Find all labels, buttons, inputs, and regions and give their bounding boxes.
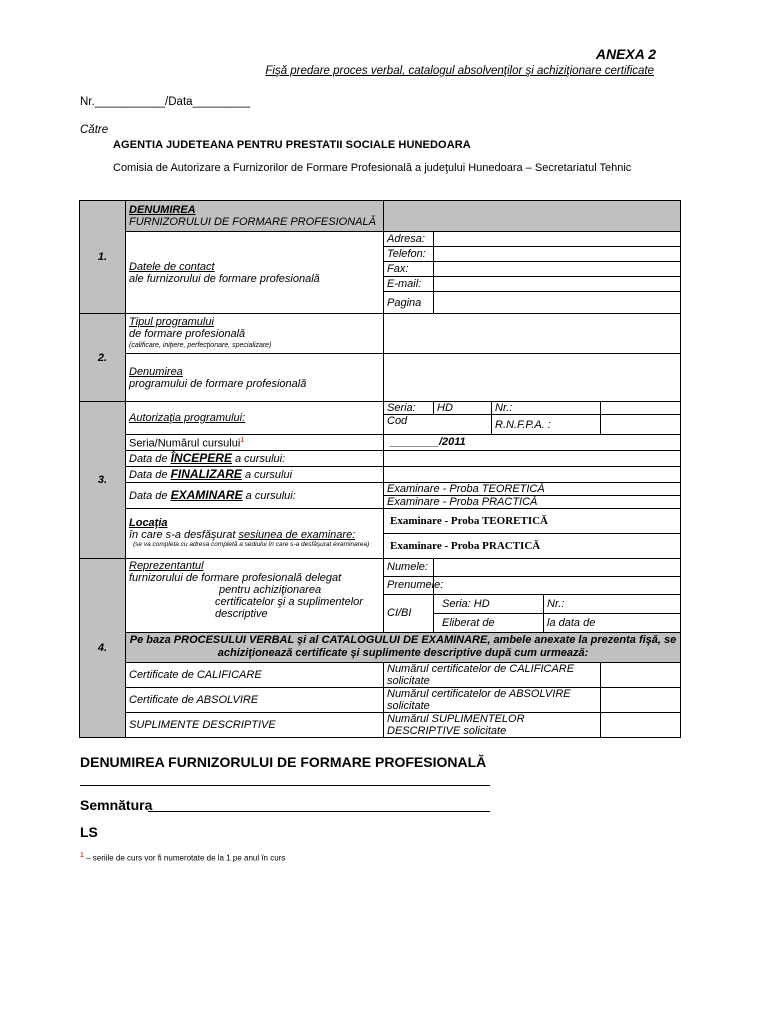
id-series-label[interactable]: Seria: HD xyxy=(434,594,544,613)
descriptive-supplements-label: SUPLIMENTE DESCRIPTIVE xyxy=(126,712,384,737)
footnote-marker: 1 xyxy=(240,437,245,444)
descriptive-supplements-note: Numărul SUPLIMENTELOR DESCRIPTIVE solicitate xyxy=(384,712,601,737)
fax-field[interactable] xyxy=(434,262,681,277)
program-name-title: Denumirea xyxy=(129,365,183,378)
auth-seria-value[interactable]: HD xyxy=(434,402,492,415)
provider-name-label xyxy=(126,201,384,232)
cert-graduation-label: Certificate de ABSOLVIRE xyxy=(126,687,384,712)
webpage-label: Pagina xyxy=(384,292,434,314)
section-2-number: 2. xyxy=(80,314,126,402)
representative-line-3: certificatelor şi a suplimentelor xyxy=(215,595,363,608)
location-practice[interactable]: Examinare - Proba PRACTICĂ xyxy=(384,533,681,558)
program-type-label xyxy=(126,314,384,354)
program-name-label xyxy=(126,354,384,402)
program-type-note: (calificare, iniţiere, perfecţionare, specializare) xyxy=(129,341,272,349)
authorization-label: Autorizaţia programului: xyxy=(126,402,384,435)
program-type-sub: de formare profesională xyxy=(129,327,246,340)
auth-nr-label[interactable]: Nr.: xyxy=(492,402,601,415)
course-series-field[interactable]: ________/2011 xyxy=(384,435,681,451)
id-card-label: CI/BI xyxy=(384,594,434,632)
catre-label: Către xyxy=(80,124,109,136)
auth-nr-field[interactable] xyxy=(601,402,681,415)
footnote-text: – seriile de curs vor fi numerotate de la 1 pe anul în curs xyxy=(83,853,286,863)
provider-name-field[interactable] xyxy=(384,201,681,232)
provider-name-sub: FURNIZORULUI DE FORMARE PROFESIONALĂ xyxy=(129,216,376,228)
acquisition-banner: Pe baza PROCESULUI VERBAL şi al CATALOGULUI DE EXAMINARE, ambele anexate la prezenta fişă, se achiziţionează certificate şi suplimente descriptive după cum urmează: xyxy=(126,632,681,662)
section-1-number: 1. xyxy=(80,201,126,314)
representative-line-1: furnizorului de formare profesională delegat xyxy=(129,571,342,584)
footnote xyxy=(80,852,285,863)
section-3-number: 3. xyxy=(80,402,126,559)
program-name-sub: programului de formare profesională xyxy=(129,377,307,390)
location-note: (se va completa cu adresa completă a sediului în care s-a desfăşurat examinarea) xyxy=(133,541,370,549)
lastname-field[interactable] xyxy=(434,558,681,576)
rnfpa-field[interactable] xyxy=(601,415,681,435)
start-date-post: a cursului: xyxy=(231,452,286,465)
cert-qualification-label: Certificate de CALIFICARE xyxy=(126,662,384,687)
location-line-underlined: sesiunea de examinare: xyxy=(238,529,356,542)
address-label: Adresa: xyxy=(384,232,434,247)
id-nr-label[interactable]: Nr.: xyxy=(544,594,681,613)
end-date-keyword: FINALIZARE xyxy=(170,466,242,481)
footnote-mark: 1 xyxy=(80,852,84,859)
provider-name-footer: DENUMIREA FURNIZORULUI DE FORMARE PROFESIONALĂ xyxy=(80,754,487,770)
signature-label: Semnătura xyxy=(80,797,153,813)
address-field[interactable] xyxy=(434,232,681,247)
rnfpa-label[interactable]: R.N.F.P.A. : xyxy=(492,415,601,435)
start-date-label xyxy=(126,450,384,466)
representative-title: Reprezentantul xyxy=(129,559,204,572)
provider-name-title: DENUMIREA xyxy=(129,204,196,216)
agency-name: AGENTIA JUDETEANA PENTRU PRESTATII SOCIALE HUNEDOARA xyxy=(113,139,471,151)
location-label xyxy=(126,508,384,558)
exam-date-post: a cursului: xyxy=(242,489,296,502)
start-date-field[interactable] xyxy=(384,450,681,466)
program-type-title: Tipul programului xyxy=(129,315,214,328)
provider-name-line[interactable] xyxy=(80,785,490,786)
commission-name: Comisia de Autorizare a Furnizorilor de Formare Profesională a judeţului Hunedoara – Secretariatul Tehnic xyxy=(113,162,632,174)
program-name-field[interactable] xyxy=(384,354,681,402)
issued-by-label[interactable]: Eliberat de xyxy=(434,613,544,632)
end-date-pre: Data de xyxy=(129,468,171,481)
section-4-number: 4. xyxy=(80,558,126,737)
exam-date-label xyxy=(126,482,384,508)
program-type-field[interactable] xyxy=(384,314,681,354)
phone-field[interactable] xyxy=(434,247,681,262)
start-date-pre: Data de xyxy=(129,452,171,465)
descriptive-supplements-field[interactable] xyxy=(601,712,681,737)
start-date-keyword: ÎNCEPERE xyxy=(170,450,232,465)
firstname-field[interactable] xyxy=(434,576,681,594)
auth-seria-label: Seria: xyxy=(384,402,434,415)
nr-data-field[interactable]: Nr.___________/Data_________ xyxy=(80,96,251,108)
cert-qualification-note: Numărul certificatelor de CALIFICARE solicitate xyxy=(384,662,601,687)
contact-title: Datele de contact xyxy=(129,260,215,273)
email-label: E-mail: xyxy=(384,277,434,292)
exam-date-pre: Data de xyxy=(129,489,171,502)
signature-line[interactable] xyxy=(148,811,490,812)
auth-cod-label[interactable]: Cod xyxy=(384,415,492,435)
end-date-field[interactable] xyxy=(384,466,681,482)
representative-line-2: pentru achiziţionarea xyxy=(219,583,322,596)
exam-theory-date[interactable]: Examinare - Proba TEORETICĂ xyxy=(384,482,681,495)
phone-label: Telefon: xyxy=(384,247,434,262)
cert-graduation-field[interactable] xyxy=(601,687,681,712)
representative-line-4: descriptive xyxy=(215,607,268,620)
end-date-label xyxy=(126,466,384,482)
firstname-label: Prenumele: xyxy=(384,576,434,594)
course-series-label xyxy=(126,435,384,451)
end-date-post: a cursului xyxy=(241,468,293,481)
location-line-pre: în care s-a desfăşurat xyxy=(129,529,239,542)
location-theory[interactable]: Examinare - Proba TEORETICĂ xyxy=(384,508,681,533)
location-title: Locaţia xyxy=(129,517,168,530)
issue-date-label[interactable]: la data de xyxy=(544,613,681,632)
lastname-label: Numele: xyxy=(384,558,434,576)
email-field[interactable] xyxy=(434,277,681,292)
contact-label xyxy=(126,232,384,314)
annex-subtitle: Fişă predare proces verbal, catalogul absolvenţilor şi achiziţionare certificate xyxy=(265,65,654,77)
exam-practice-date[interactable]: Examinare - Proba PRACTICĂ xyxy=(384,495,681,508)
exam-date-keyword: EXAMINARE xyxy=(170,487,243,502)
cert-qualification-field[interactable] xyxy=(601,662,681,687)
ls-label: LS xyxy=(80,824,98,840)
course-series-text: Seria/Numărul cursului xyxy=(129,437,241,450)
annex-title: ANEXA 2 xyxy=(595,46,656,62)
representative-label xyxy=(126,558,384,632)
fax-label: Fax: xyxy=(384,262,434,277)
webpage-field[interactable] xyxy=(434,292,681,314)
cert-graduation-note: Numărul certificatelor de ABSOLVIRE solicitate xyxy=(384,687,601,712)
form-table xyxy=(79,200,681,738)
contact-sub: ale furnizorului de formare profesională xyxy=(129,272,320,285)
